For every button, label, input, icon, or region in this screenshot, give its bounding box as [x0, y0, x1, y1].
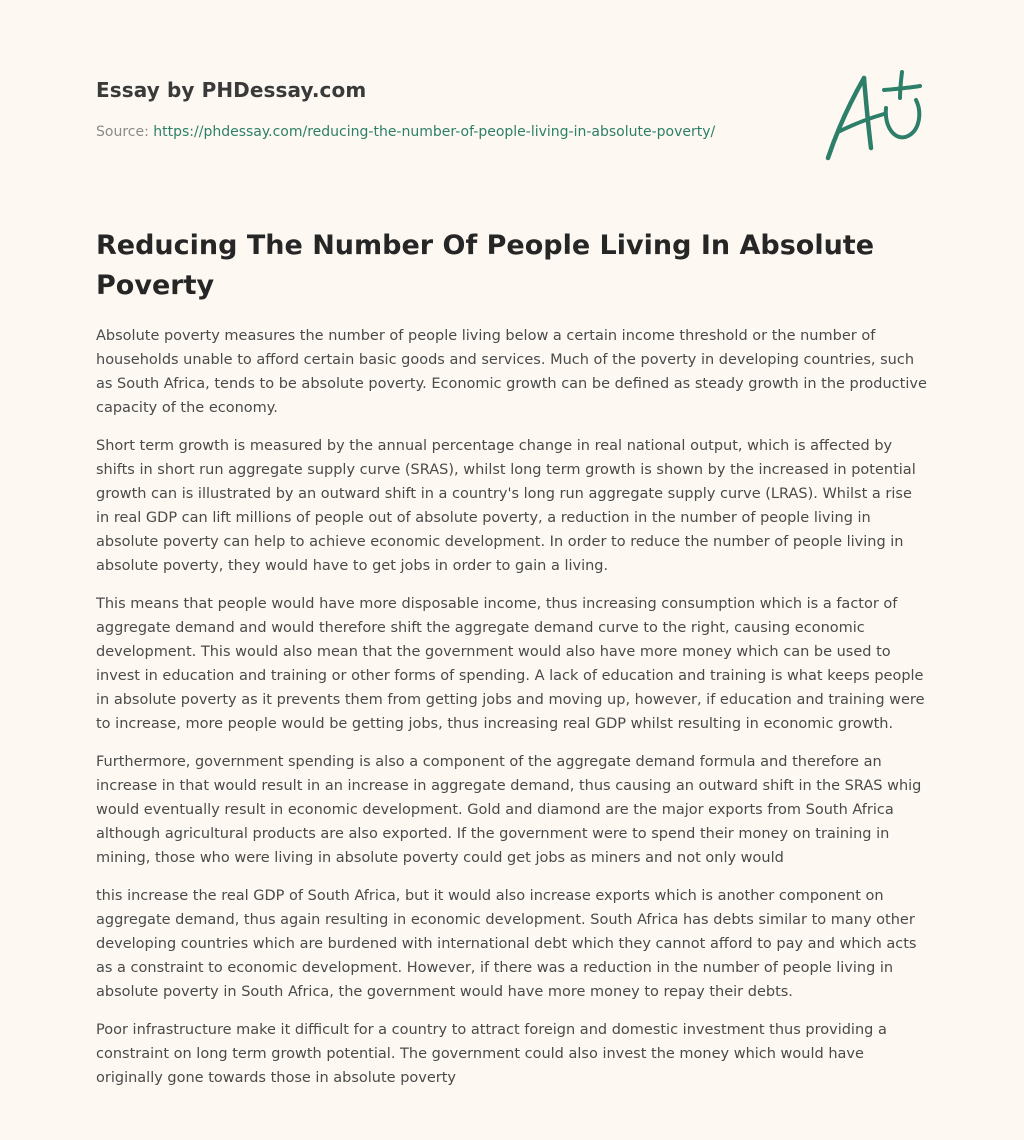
site-header	[96, 0, 928, 190]
site-title: Essay by PHDessay.com	[96, 78, 367, 102]
a-plus-icon	[824, 68, 928, 164]
essay-paragraph: This means that people would have more disposable income, thus increasing consumption which is a factor of aggregate demand and would therefore shift the aggregate demand curve to the right, causing economic development. This would also mean that the government would also have more money which can be used to invest in education and training or other forms of spending. A lack of education and training is what keeps people in absolute poverty as it prevents them from getting jobs and moving up, however, if education and training were to increase, more people would be getting jobs, thus increasing real GDP whilst resulting in economic growth.	[96, 596, 925, 732]
source-label: Source:	[96, 124, 154, 140]
essay-paragraph: Short term growth is measured by the annual percentage change in real national output, which is affected by shifts in short run aggregate supply curve (SRAS), whilst long term growth is shown by the increased in potential growth can is illustrated by an outward shift in a country's long run aggregate supply curve (LRAS). Whilst a rise in real GDP can lift millions of people out of absolute poverty, a reduction in the number of people living in absolute poverty can help to achieve economic development. In order to reduce the number of people living in absolute poverty, they would have to get jobs in order to gain a living.	[96, 438, 916, 574]
essay-paragraph: Furthermore, government spending is also a component of the aggregate demand formula and therefore an increase in that would result in an increase in aggregate demand, thus causing an outward shift in the SRAS whig would eventually result in economic development. Gold and diamond are the major exports from South Africa although agricultural products are also exported. If the government were to spend their money on training in mining, those who were living in absolute poverty could get jobs as miners and not only would	[96, 754, 922, 866]
essay-title: Reducing The Number Of People Living In Absolute Poverty	[96, 230, 875, 301]
source-line	[96, 124, 715, 140]
essay-page	[96, 0, 928, 1086]
source-link[interactable]: https://phdessay.com/reducing-the-number-of-people-living-in-absolute-poverty/	[153, 124, 716, 140]
essay-paragraph: Absolute poverty measures the number of people living below a certain income threshold or the number of households unable to afford certain basic goods and services. Much of the poverty in developing countries, such as South Africa, tends to be absolute poverty. Economic growth can be defined as steady growth in the productive capacity of the economy.	[96, 328, 927, 416]
essay-paragraph: this increase the real GDP of South Africa, but it would also increase exports which is another component on aggregate demand, thus again resulting in economic development. South Africa has debts similar to many other developing countries which are burdened with international debt which they cannot afford to pay and which acts as a constraint to economic development. However, if there was a reduction in the number of people living in absolute poverty in South Africa, the government would have more money to repay their debts.	[96, 888, 917, 1000]
essay-body	[96, 324, 928, 1104]
essay-paragraph: Poor infrastructure make it difficult for a country to attract foreign and domestic investment thus providing a constraint on long term growth potential. The government could also invest the money which would have originally gone towards those in absolute poverty	[96, 1022, 887, 1086]
